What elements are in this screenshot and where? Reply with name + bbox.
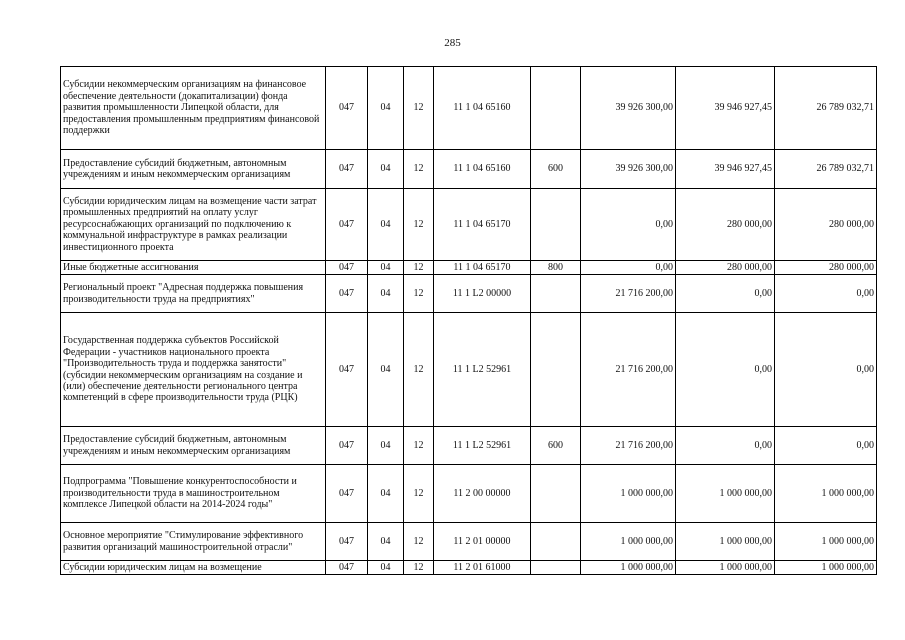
subsection-code: 12 [404, 67, 434, 150]
table-row [61, 261, 877, 275]
amount-year-3: 1 000 000,00 [775, 561, 877, 575]
row-name: Подпрограмма "Повышение конкурентоспособности и производительности труда в машиностроительном комплексе Липецкой области на 2014-2024 годы" [61, 465, 326, 523]
amount-year-2: 0,00 [676, 313, 775, 427]
section-code: 04 [368, 523, 404, 561]
ministry-code: 047 [326, 261, 368, 275]
amount-year-2: 280 000,00 [676, 261, 775, 275]
amount-year-2: 0,00 [676, 427, 775, 465]
section-code: 04 [368, 67, 404, 150]
target-article: 11 1 L2 00000 [434, 275, 531, 313]
target-article: 11 1 04 65160 [434, 150, 531, 189]
row-name: Иные бюджетные ассигнования [61, 261, 326, 275]
page-number: 285 [444, 37, 461, 49]
amount-year-1: 21 716 200,00 [581, 275, 676, 313]
amount-year-1: 0,00 [581, 261, 676, 275]
amount-year-3: 0,00 [775, 427, 877, 465]
amount-year-2: 1 000 000,00 [676, 523, 775, 561]
section-code: 04 [368, 189, 404, 261]
ministry-code: 047 [326, 150, 368, 189]
amount-year-2: 0,00 [676, 275, 775, 313]
amount-year-2: 280 000,00 [676, 189, 775, 261]
amount-year-1: 39 926 300,00 [581, 67, 676, 150]
row-name: Региональный проект "Адресная поддержка повышения производительности труда на предприятиях" [61, 275, 326, 313]
subsection-code: 12 [404, 150, 434, 189]
subsection-code: 12 [404, 523, 434, 561]
table-row [61, 561, 877, 575]
budget-table [60, 66, 877, 575]
section-code: 04 [368, 561, 404, 575]
amount-year-1: 1 000 000,00 [581, 523, 676, 561]
subsection-code: 12 [404, 465, 434, 523]
row-name: Государственная поддержка субъектов Российской Федерации - участников национального проекта "Производительность труда и поддержка занятости" (субсидии некоммерческим организациям на создание и (или) обеспечение деятельности регионального центра компетенций в сфере производительности труда (РЦК) [61, 313, 326, 427]
ministry-code: 047 [326, 275, 368, 313]
amount-year-3: 280 000,00 [775, 189, 877, 261]
amount-year-3: 280 000,00 [775, 261, 877, 275]
amount-year-2: 1 000 000,00 [676, 465, 775, 523]
section-code: 04 [368, 150, 404, 189]
row-name: Субсидии некоммерческим организациям на финансовое обеспечение деятельности (докапитализации) фонда развития промышленности Липецкой области, для предоставления промышленным предприятиям финансовой поддержки [61, 67, 326, 150]
section-code: 04 [368, 465, 404, 523]
row-name: Основное мероприятие "Стимулирование эффективного развития организаций машиностроительной отрасли" [61, 523, 326, 561]
table-row [61, 275, 877, 313]
target-article: 11 1 L2 52961 [434, 427, 531, 465]
row-name: Предоставление субсидий бюджетным, автономным учреждениям и иным некоммерческим организациям [61, 150, 326, 189]
ministry-code: 047 [326, 465, 368, 523]
expense-type [531, 523, 581, 561]
table-row [61, 465, 877, 523]
amount-year-1: 1 000 000,00 [581, 561, 676, 575]
table-row [61, 150, 877, 189]
amount-year-3: 26 789 032,71 [775, 67, 877, 150]
subsection-code: 12 [404, 189, 434, 261]
section-code: 04 [368, 275, 404, 313]
amount-year-3: 0,00 [775, 313, 877, 427]
subsection-code: 12 [404, 427, 434, 465]
expense-type: 600 [531, 427, 581, 465]
subsection-code: 12 [404, 313, 434, 427]
row-name: Субсидии юридическим лицам на возмещение части затрат промышленных предприятий на оплату услуг ресурсоснабжающих организаций по подключению к коммунальной инфраструктуре в рамках реализации инвестиционного проекта [61, 189, 326, 261]
section-code: 04 [368, 313, 404, 427]
expense-type: 800 [531, 261, 581, 275]
amount-year-2: 1 000 000,00 [676, 561, 775, 575]
target-article: 11 1 04 65170 [434, 261, 531, 275]
ministry-code: 047 [326, 523, 368, 561]
amount-year-1: 0,00 [581, 189, 676, 261]
ministry-code: 047 [326, 561, 368, 575]
amount-year-3: 26 789 032,71 [775, 150, 877, 189]
ministry-code: 047 [326, 67, 368, 150]
row-name: Субсидии юридическим лицам на возмещение [61, 561, 326, 575]
subsection-code: 12 [404, 275, 434, 313]
expense-type [531, 189, 581, 261]
expense-type: 600 [531, 150, 581, 189]
target-article: 11 1 04 65170 [434, 189, 531, 261]
section-code: 04 [368, 427, 404, 465]
subsection-code: 12 [404, 261, 434, 275]
expense-type [531, 67, 581, 150]
amount-year-3: 0,00 [775, 275, 877, 313]
row-name: Предоставление субсидий бюджетным, автономным учреждениям и иным некоммерческим организациям [61, 427, 326, 465]
target-article: 11 2 01 61000 [434, 561, 531, 575]
target-article: 11 2 00 00000 [434, 465, 531, 523]
amount-year-1: 39 926 300,00 [581, 150, 676, 189]
amount-year-1: 21 716 200,00 [581, 427, 676, 465]
expense-type [531, 275, 581, 313]
section-code: 04 [368, 261, 404, 275]
table-row [61, 313, 877, 427]
amount-year-1: 21 716 200,00 [581, 313, 676, 427]
table-row [61, 189, 877, 261]
table-row [61, 67, 877, 150]
expense-type [531, 465, 581, 523]
amount-year-3: 1 000 000,00 [775, 523, 877, 561]
expense-type [531, 313, 581, 427]
ministry-code: 047 [326, 427, 368, 465]
ministry-code: 047 [326, 313, 368, 427]
table-row [61, 427, 877, 465]
expense-type [531, 561, 581, 575]
amount-year-3: 1 000 000,00 [775, 465, 877, 523]
amount-year-2: 39 946 927,45 [676, 150, 775, 189]
amount-year-1: 1 000 000,00 [581, 465, 676, 523]
table-row [61, 523, 877, 561]
target-article: 11 1 04 65160 [434, 67, 531, 150]
target-article: 11 2 01 00000 [434, 523, 531, 561]
target-article: 11 1 L2 52961 [434, 313, 531, 427]
subsection-code: 12 [404, 561, 434, 575]
ministry-code: 047 [326, 189, 368, 261]
amount-year-2: 39 946 927,45 [676, 67, 775, 150]
